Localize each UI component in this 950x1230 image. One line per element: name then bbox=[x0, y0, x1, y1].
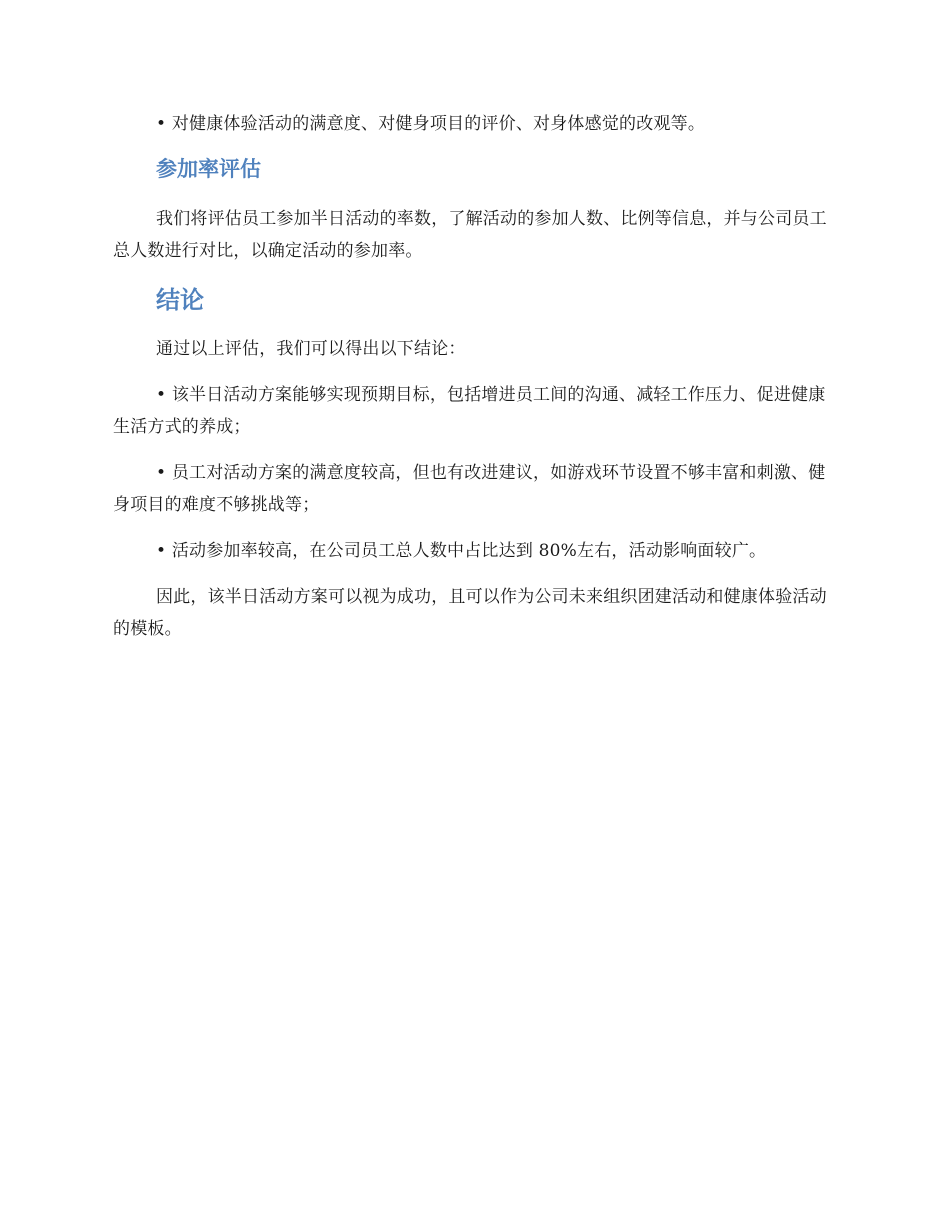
feedback-bullet: • 对健康体验活动的满意度、对健身项目的评价、对身体感觉的改观等。 bbox=[156, 114, 706, 134]
participation-paragraph: 我们将评估员工参加半日活动的率数，了解活动的参加人数、比例等信息，并与公司员工总人数进行对比，以确定活动的参加率。 bbox=[113, 209, 827, 261]
conclusion-bullet-satisfaction: • 员工对活动方案的满意度较高，但也有改进建议，如游戏环节设置不够丰富和刺激、健身项目的难度不够挑战等； bbox=[113, 463, 826, 515]
document-page bbox=[113, 108, 840, 645]
conclusion-heading: 结论 bbox=[156, 286, 204, 314]
conclusion-bullet-participation: • 活动参加率较高，在公司员工总人数中占比达到 80%左右，活动影响面较广。 bbox=[156, 541, 767, 561]
conclusion-intro: 通过以上评估，我们可以得出以下结论： bbox=[156, 339, 466, 359]
conclusion-closing: 因此，该半日活动方案可以视为成功，且可以作为公司未来组织团建活动和健康体验活动的模板。 bbox=[113, 587, 827, 639]
participation-heading: 参加率评估 bbox=[156, 157, 261, 181]
conclusion-bullet-goals: • 该半日活动方案能够实现预期目标，包括增进员工间的沟通、减轻工作压力、促进健康生活方式的养成； bbox=[113, 385, 826, 437]
